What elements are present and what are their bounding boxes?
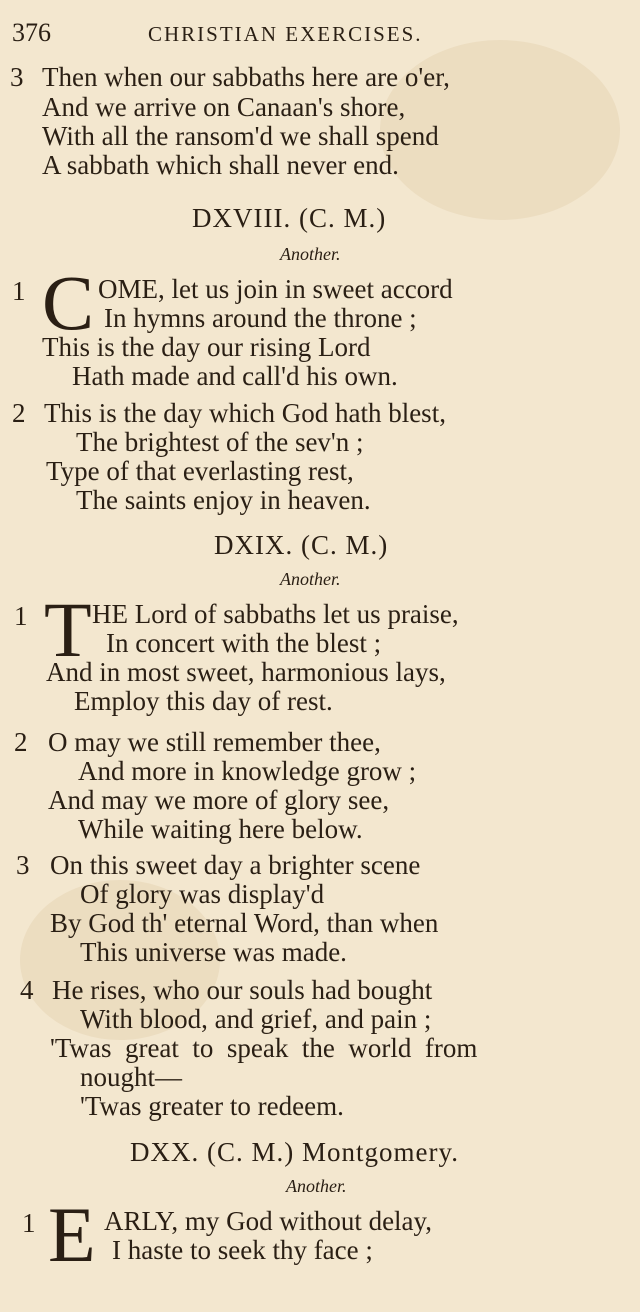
hymn-title: DXX. (C. M.) Montgomery. xyxy=(130,1137,459,1167)
verse-line: I haste to seek thy face ; xyxy=(112,1235,373,1265)
drop-cap: E xyxy=(48,1191,96,1278)
verse-number: 3 xyxy=(10,62,24,92)
hymn-subtitle: Another. xyxy=(280,244,341,264)
drop-cap: C xyxy=(42,259,95,346)
verse-line: He rises, who our souls had bought xyxy=(52,975,433,1005)
verse-line: In hymns around the throne ; xyxy=(104,303,417,333)
verse-line: 'Twas great to speak the world from xyxy=(50,1033,478,1063)
verse-line: And more in knowledge grow ; xyxy=(78,756,417,786)
verse-line: Hath made and call'd his own. xyxy=(72,361,398,391)
running-title: CHRISTIAN EXERCISES. xyxy=(148,22,423,46)
verse-line: OME, let us join in sweet accord xyxy=(98,274,453,304)
verse-line: In concert with the blest ; xyxy=(106,628,382,658)
verse-line: And may we more of glory see, xyxy=(48,785,390,815)
verse-line: This universe was made. xyxy=(80,937,347,967)
verse-line: Then when our sabbaths here are o'er, xyxy=(42,62,450,92)
hymn-subtitle: Another. xyxy=(280,569,341,589)
verse-line: This is the day our rising Lord xyxy=(42,332,371,362)
verse-number: 2 xyxy=(12,398,26,428)
hymn-title: DXIX. (C. M.) xyxy=(214,530,389,560)
drop-cap: T xyxy=(44,586,92,673)
verse-line: Of glory was display'd xyxy=(80,879,325,909)
hymn-title: DXVIII. (C. M.) xyxy=(192,203,387,233)
verse-line: The saints enjoy in heaven. xyxy=(76,485,371,515)
verse-line: With blood, and grief, and pain ; xyxy=(80,1004,432,1034)
verse-number: 2 xyxy=(14,727,28,757)
verse-number: 1 xyxy=(14,601,28,631)
verse-line: O may we still remember thee, xyxy=(48,727,381,757)
verse-line: A sabbath which shall never end. xyxy=(42,150,399,180)
verse-number: 1 xyxy=(22,1208,36,1238)
verse-line: ARLY, my God without delay, xyxy=(104,1206,433,1236)
verse-line: nought— xyxy=(80,1062,183,1092)
page-number: 376 xyxy=(12,18,51,47)
verse-line: 'Twas greater to redeem. xyxy=(80,1091,344,1121)
verse-line: With all the ransom'd we shall spend xyxy=(42,121,439,151)
verse-line: Type of that everlasting rest, xyxy=(46,456,354,486)
verse-line: The brightest of the sev'n ; xyxy=(76,427,364,457)
verse-line: Employ this day of rest. xyxy=(74,686,333,716)
verse-number: 3 xyxy=(16,850,30,880)
verse-line: By God th' eternal Word, than when xyxy=(50,908,439,938)
verse-line: HE Lord of sabbaths let us praise, xyxy=(92,599,459,629)
verse-line: And in most sweet, harmonious lays, xyxy=(46,657,446,687)
verse-number: 1 xyxy=(12,276,26,306)
verse-line: On this sweet day a brighter scene xyxy=(50,850,421,880)
hymn-subtitle: Another. xyxy=(286,1176,347,1196)
verse-line: And we arrive on Canaan's shore, xyxy=(42,92,406,122)
verse-line: This is the day which God hath blest, xyxy=(44,398,446,428)
verse-line: While waiting here below. xyxy=(78,814,363,844)
verse-number: 4 xyxy=(20,975,34,1005)
